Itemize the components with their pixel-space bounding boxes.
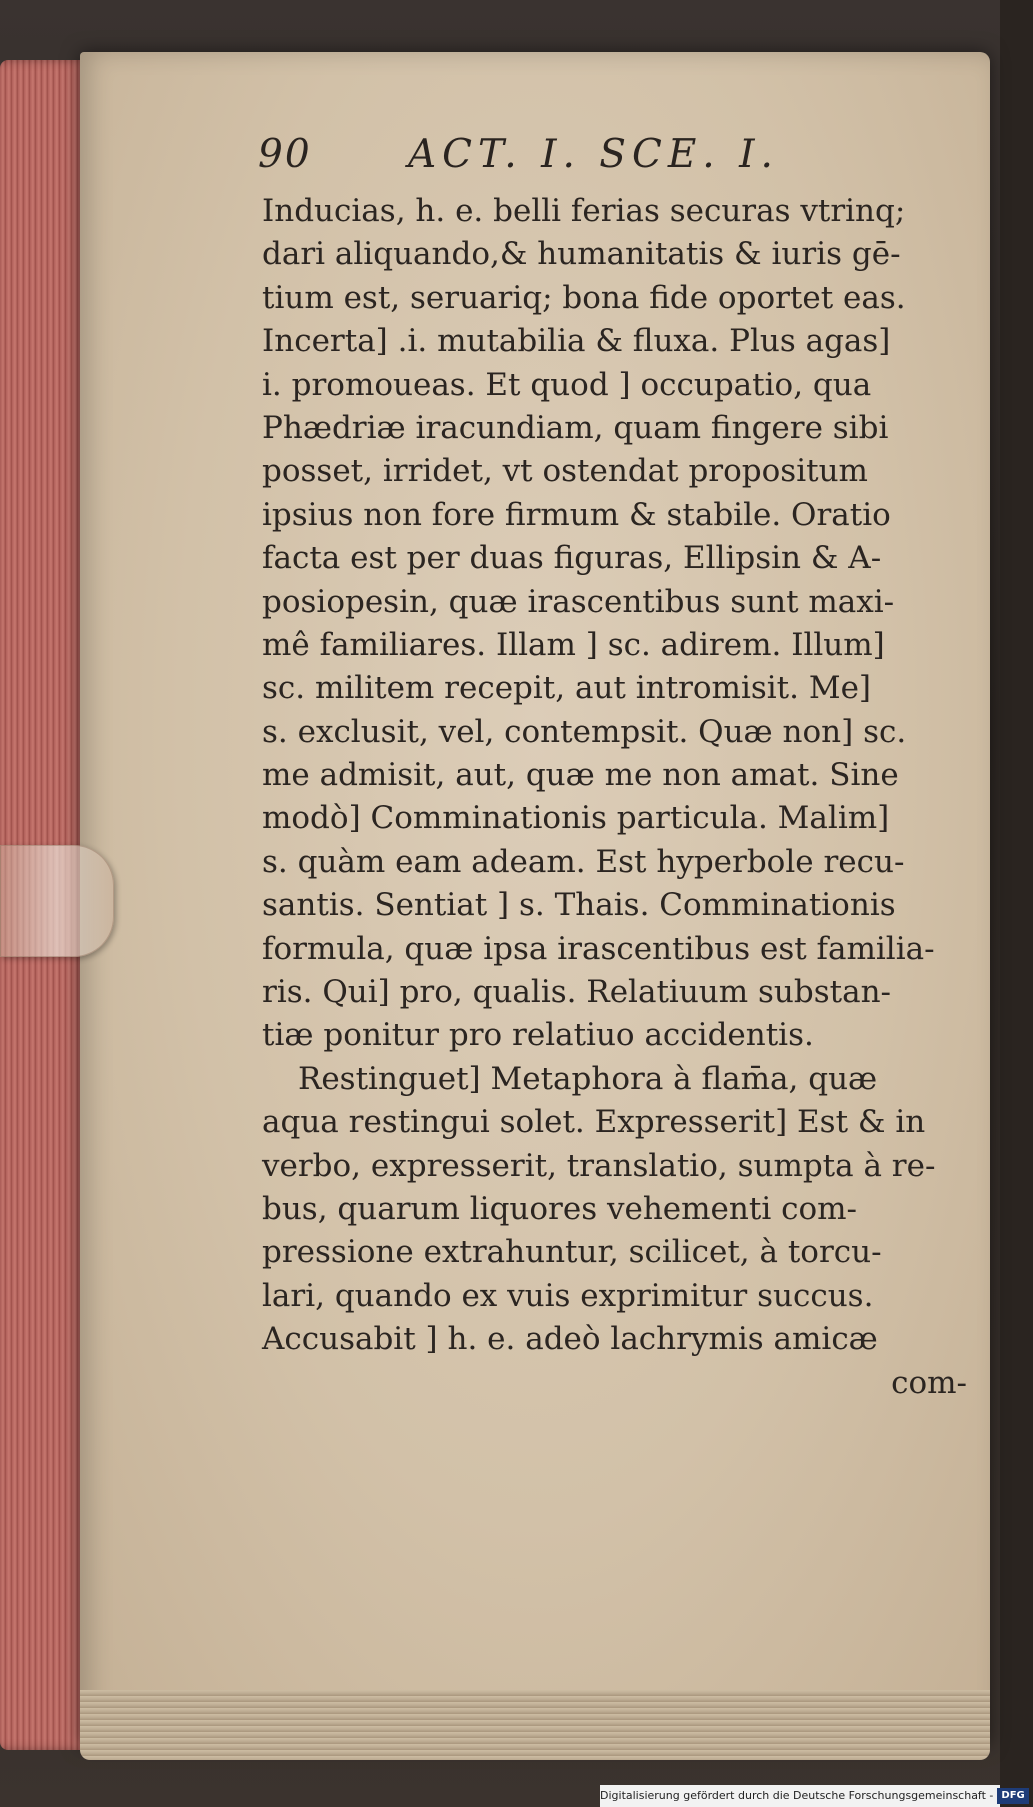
catchword: com-: [891, 1364, 967, 1401]
text-line: ris. Qui] pro, qualis. Relatiuum substan-: [262, 974, 892, 1011]
text-line: dari aliquando,& humanitatis & iuris gē-: [262, 236, 901, 273]
text-line-indented: Restinguet] Metaphora à flam̄a, quæ: [298, 1060, 878, 1097]
text-line: sc. militem recepit, aut intromisit. Me]: [262, 670, 872, 707]
text-line: tiæ ponitur pro relatiuo accidentis.: [262, 1017, 814, 1054]
text-line: lari, quando ex vuis exprimitur succus.: [262, 1277, 874, 1314]
body-text: [262, 190, 977, 1405]
text-line: Incerta] .i. mutabilia & fluxa. Plus agas]: [262, 323, 891, 360]
text-line: verbo, expresserit, translatio, sumpta à re-: [262, 1147, 936, 1184]
text-line: i. promoueas. Et quod ] occupatio, qua: [262, 366, 872, 403]
text-line: bus, quarum liquores vehementi com-: [262, 1190, 857, 1227]
text-line: posiopesin, quæ irascentibus sunt maxi-: [262, 583, 895, 620]
text-line: facta est per duas figuras, Ellipsin & A-: [262, 540, 882, 577]
text-line: Inducias, h. e. belli ferias securas vtrinq;: [262, 193, 906, 229]
running-head: ACT. I. SCE. I.: [408, 132, 779, 177]
funding-credit: Digitalisierung gefördert durch die Deutsche Forschungsgemeinschaft -: [600, 1789, 994, 1802]
text-line: mê familiares. Illam ] sc. adirem. Illum]: [262, 626, 885, 663]
dfg-logo: DFG: [997, 1788, 1028, 1804]
page-number: 90: [258, 132, 312, 177]
page-header: [258, 132, 908, 182]
text-line: aqua restingui solet. Expresserit] Est & in: [262, 1104, 926, 1141]
text-line: me admisit, aut, quæ me non amat. Sine: [262, 757, 899, 794]
text-line: ipsius non fore firmum & stabile. Oratio: [262, 496, 891, 533]
text-line: formula, quæ ipsa irascentibus est familia-: [262, 930, 935, 967]
text-line: santis. Sentiat ] s. Thais. Comminationis: [262, 887, 896, 924]
text-line: tium est, seruariq; bona fide oportet eas.: [262, 279, 906, 316]
text-line: s. quàm eam adeam. Est hyperbole recu-: [262, 843, 905, 880]
digitization-footer: [600, 1785, 1025, 1807]
text-line: Phædriæ iracundiam, quam fingere sibi: [262, 409, 889, 446]
text-line: s. exclusit, vel, contempsit. Quæ non] sc.: [262, 713, 907, 750]
text-line: pressione extrahuntur, scilicet, à torcu-: [262, 1234, 882, 1271]
text-line: modò] Comminationis particula. Malim]: [262, 800, 890, 837]
text-line: Accusabit ] h. e. adeò lachrymis amicæ: [262, 1321, 878, 1358]
text-line: posset, irridet, vt ostendat propositum: [262, 453, 868, 490]
page-clip: [0, 845, 114, 957]
page-bottom-edges: [80, 1690, 990, 1760]
